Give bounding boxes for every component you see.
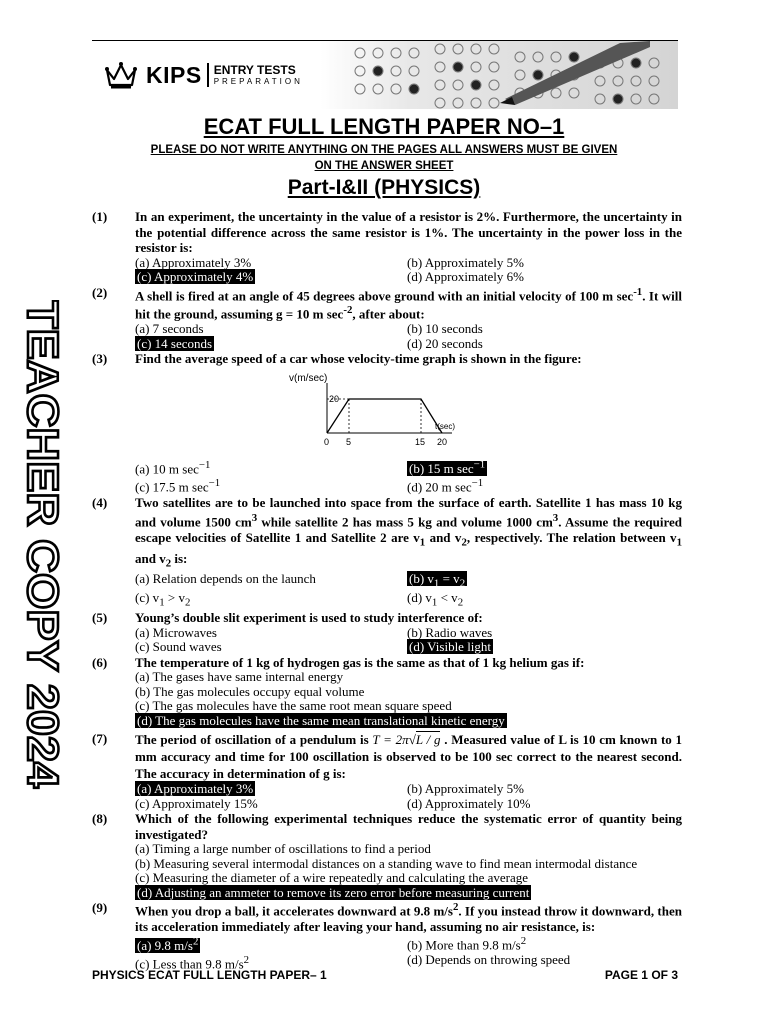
questions-list (92, 209, 682, 972)
page-header (92, 40, 678, 109)
option-c-correct: (c) 14 seconds (137, 335, 213, 351)
option-a: (a) Relation depends on the launch (135, 570, 316, 586)
option-c: (c) Measuring the diameter of a wire repeatedly and calculating the average (135, 870, 529, 886)
teacher-copy-watermark (18, 300, 68, 790)
options (135, 842, 682, 900)
options (135, 782, 682, 811)
option-b-correct: (b) 15 m $\sec^{-1}$ (409, 458, 486, 476)
question-number: (3) (92, 351, 108, 367)
notice-line-2: ON THE ANSWER SHEET (314, 160, 454, 172)
option-b-correct: (b) $v_1 = v_2$ (409, 570, 466, 590)
question-number: (2) (92, 284, 108, 300)
option-d: (d) Approximately 10% (407, 795, 531, 811)
option-a: (a) Timing a large number of oscillations to find a period (135, 841, 431, 857)
option-b: (b) 10 seconds (407, 321, 483, 337)
question-6 (92, 655, 682, 729)
options (135, 572, 682, 610)
crown-icon (104, 60, 138, 90)
paper-title: ECAT FULL LENGTH PAPER NO–1 (203, 114, 565, 139)
question-text: In an experiment, the uncertainty in the value of a resistor is 2%. Furthermore, the uncertainty in the potential difference across the same resistor is 1%. The uncertainty in the power loss in the resistor is: (135, 209, 682, 255)
option-a: (a) Approximately 3% (135, 254, 252, 270)
option-b: (b) Approximately 5% (407, 781, 524, 797)
question-8 (92, 811, 682, 900)
pendulum-formula: T = 2π√L / g (372, 732, 441, 748)
watermark-text: TEACHER COPY 2024 (18, 300, 67, 759)
question-number: (6) (92, 654, 108, 670)
option-a: (a) Microwaves (135, 624, 217, 640)
graph-xtick-15: 15 (415, 436, 426, 447)
brand-name: KIPS (146, 61, 202, 88)
option-c: (c) The gas molecules have the same root mean square speed (135, 698, 452, 714)
question-number: (1) (92, 209, 108, 224)
graph-ytick-20: 20 (329, 393, 340, 404)
option-a: (a) 7 seconds (135, 321, 204, 337)
graph-velocity-line (327, 399, 442, 433)
option-a: (a) The gases have same internal energy (135, 669, 344, 685)
option-c: (c) Less than 9.8 $m/s^2$ (135, 954, 250, 972)
part-heading: Part-I&II (PHYSICS) (287, 176, 481, 199)
options (135, 626, 682, 655)
option-c: (c) Sound waves (135, 639, 222, 655)
options (135, 670, 682, 728)
options (135, 934, 682, 972)
option-d: (d) Approximately 6% (407, 269, 524, 284)
graph-xtick-20: 20 (437, 436, 448, 447)
notice-line-1: PLEASE DO NOT WRITE ANYTHING ON THE PAGES ALL ANSWERS MUST BE GIVEN (150, 144, 618, 156)
question-text: The temperature of 1 kg of hydrogen gas is the same as that of 1 kg helium gas if: (135, 654, 585, 670)
question-4 (92, 495, 682, 610)
option-b: (b) Measuring several intermodal distances on a standing wave to find mean intermodal distance (135, 855, 638, 871)
question-text: A shell is fired at an angle of 45 degrees above ground with an initial velocity of 100 m $\sec^{-1}$. It will hit the ground, assuming g = 10 m $\sec^{-2}$, after about: (135, 285, 682, 322)
brand-sub-line2: PREPARATION (213, 77, 303, 86)
graph-xtick-0: 0 (324, 436, 330, 447)
option-b: (b) More than 9.8 $m/s^2$ (407, 935, 527, 953)
option-d-correct: (d) Visible light (409, 639, 492, 655)
footer-paper-name: PHYSICS ECAT FULL LENGTH PAPER– 1 (92, 968, 327, 982)
options (135, 322, 682, 351)
question-7 (92, 731, 682, 811)
kips-logo (104, 57, 303, 93)
option-c: (c) $v_1 > v_2$ (135, 589, 191, 609)
graph-xtick-5: 5 (346, 436, 352, 447)
option-b: (b) Approximately 5% (407, 254, 524, 270)
option-d: (d) $v_1 < v_2$ (407, 589, 464, 609)
option-d: (d) 20 m $\sec^{-1}$ (407, 477, 484, 495)
question-number: (9) (92, 900, 108, 916)
options (135, 458, 682, 496)
question-text: When you drop a ball, it accelerates downward at 9.8 $m/s^2$. If you instead throw it downward, then its acceleration immediately after leaving your hand, assuming no air resistance, is: (135, 901, 682, 934)
question-2 (92, 285, 682, 352)
question-3 (92, 351, 682, 495)
option-c: (c) 17.5 m $\sec^{-1}$ (135, 477, 221, 495)
option-a-correct: (a) 9.8 $m/s^2$ (137, 935, 199, 953)
option-d-correct: (d) Adjusting an ammeter to remove its zero error before measuring current (137, 884, 530, 900)
question-text: Which of the following experimental techniques reduce the systematic error of quantity being investigated? (135, 811, 682, 842)
answer-sheet-photo (320, 41, 678, 109)
logo-divider (207, 63, 209, 87)
question-number: (5) (92, 610, 108, 626)
question-text: Young’s double slit experiment is used to study interference of: (135, 610, 483, 626)
option-d: (d) Depends on throwing speed (407, 952, 571, 968)
option-d-correct: (d) The gas molecules have the same mean translational kinetic energy (137, 712, 505, 728)
question-text: Find the average speed of a car whose velocity-time graph is shown in the figure: (135, 351, 582, 367)
instructions-notice (80, 142, 688, 174)
question-1 (92, 209, 682, 285)
option-c-correct: (c) Approximately 4% (137, 269, 254, 284)
question-text: Two satellites are to be launched into space from the surface of earth. Satellite 1 has mass 10 kg and volume 1500 $cm^3$ while satellite 2 has mass 5 kg and volume 1000 $cm^3$. Assume the required escape velocities of Satellite 1 and Satellite 2 are $v_1$ and $v_2$, respectively. The relation between $v_1$ and $v_2$ is: (135, 495, 683, 570)
option-c: (c) Approximately 15% (135, 795, 258, 811)
brand-subtitle (214, 64, 303, 86)
option-d: (d) 20 seconds (407, 335, 483, 351)
question-number: (8) (92, 811, 108, 827)
footer-page-number: PAGE 1 OF 3 (604, 968, 678, 982)
option-b: (b) The gas molecules occupy equal volume (135, 683, 365, 699)
question-number: (4) (92, 495, 108, 511)
graph-ylabel: v(m/sec) (289, 372, 328, 384)
option-b: (b) Radio waves (407, 624, 493, 640)
question-number: (7) (92, 731, 108, 747)
question-text: The period of oscillation of a pendulum is T = 2π√L / g . Measured value of L is 10 cm known to 1 mm accuracy and time for 100 oscillation is observed to be 100 sec correct to the nearest second. The accuracy in determination of g is: (135, 732, 683, 782)
option-a-correct: (a) Approximately 3% (137, 781, 254, 797)
brand-sub-line1: ENTRY TESTS (213, 63, 296, 77)
question-9 (92, 900, 682, 972)
options (135, 256, 682, 285)
question-5 (92, 610, 682, 655)
option-a: (a) 10 m $\sec^{-1}$ (135, 458, 211, 476)
velocity-time-graph (287, 369, 467, 451)
graph-xlabel: t(sec) (435, 421, 455, 431)
